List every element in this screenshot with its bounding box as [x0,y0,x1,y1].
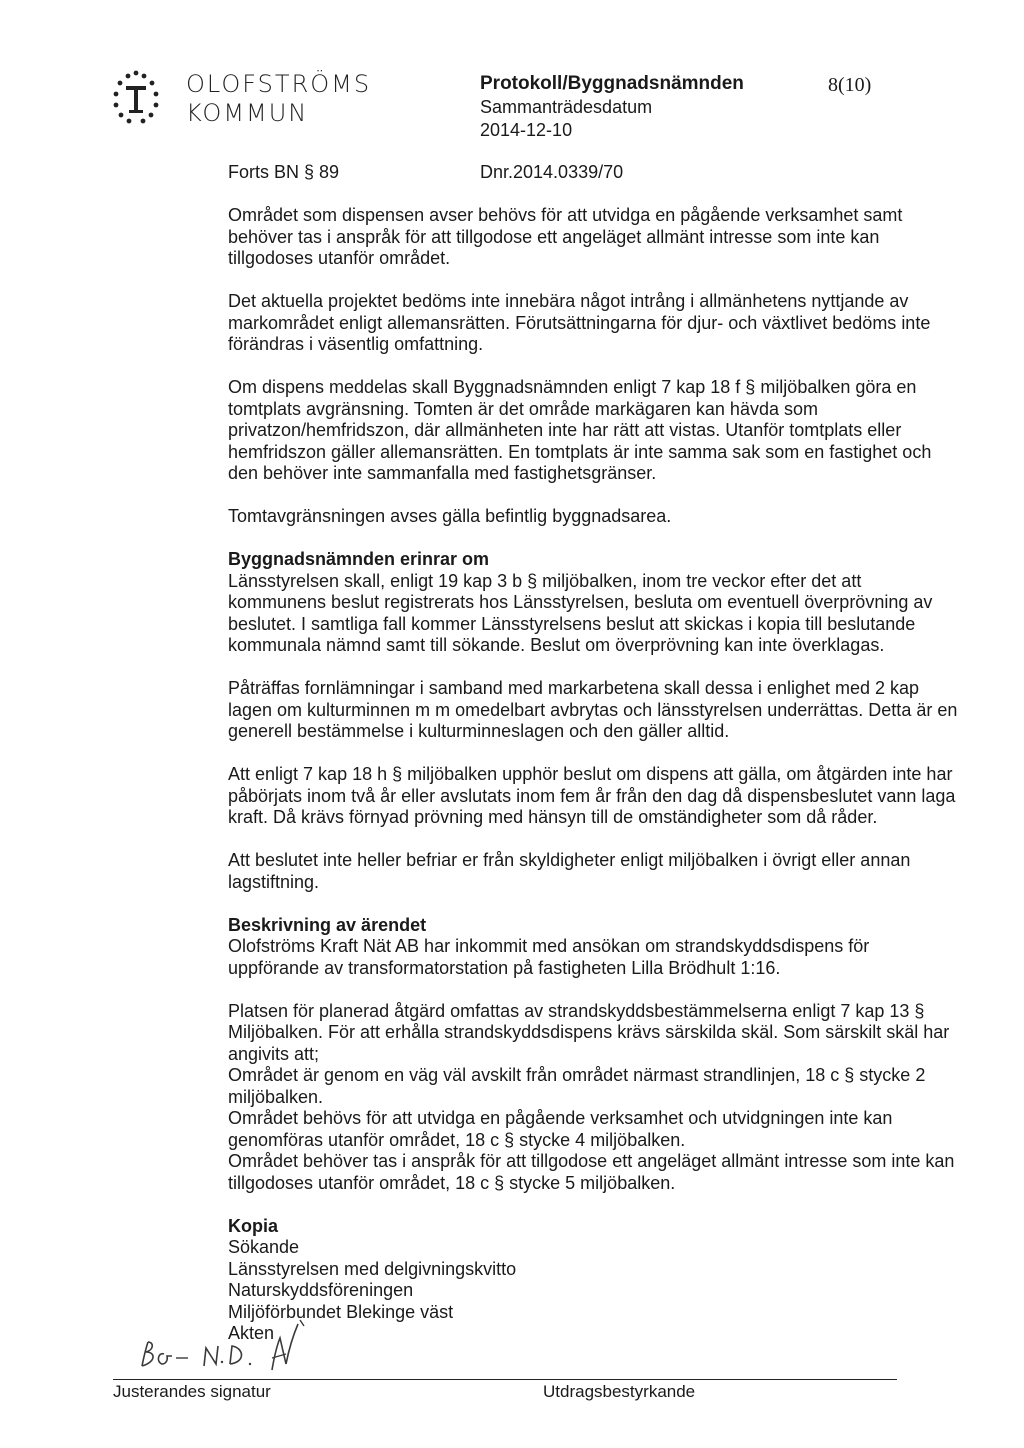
copy-recipient: Sökande [228,1237,300,1257]
meeting-date: 2014-12-10 [480,120,573,140]
logo-text-line2: KOMMUN [186,99,309,127]
document-title: Protokoll/Byggnadsnämnden [480,73,744,94]
paragraph: Området som dispensen avser behövs för att utvidga en pågående verksamhet samt behöver tas i anspråk för att tillgodose ett angeläget allmänt intresse som inte kan tillgodoses utanför området. [228,205,903,268]
copy-recipient-list [228,1237,958,1345]
logo-emblem-icon [108,68,178,138]
handwritten-signature [132,1318,332,1378]
paragraph: Olofströms Kraft Nät AB har inkommit med ansökan om strandskyddsdispens för uppförande av transformatorstation på fastigheten Lilla Brödhult 1:16. [228,936,870,978]
paragraph: Påträffas fornlämningar i samband med markarbetena skall dessa i enlighet med 2 kap lagen om kulturminnen m m omedelbart avbrytas och länsstyrelsen underrättas. Detta är en generell bestämmelse i kulturminneslagen och den gäller alltid. [228,678,958,741]
paragraph: Området är genom en väg väl avskilt från området närmast strandlinjen, 18 c § stycke 2 miljöbalken. [228,1065,926,1107]
paragraph: Området behöver tas i anspråk för att tillgodose ett angeläget allmänt intresse som inte kan tillgodoses utanför området, 18 c § stycke 5 miljöbalken. [228,1151,955,1193]
paragraph: Att beslutet inte heller befriar er från skyldigheter enligt miljöbalken i övrigt eller annan lagstiftning. [228,850,911,892]
paragraph: Länsstyrelsen skall, enligt 19 kap 3 b § miljöbalken, inom tre veckor efter det att kommunens beslut registrerats hos Länsstyrelsen, besluta om eventuell överprövning av beslutet. I samtliga fall kommer Länsstyrelsens beslut att skickas i kopia till beslutande kommunala nämnd samt till sökande. Beslut om överprövning kan inte överklagas. [228,570,933,655]
document-body [228,205,958,1345]
meeting-date-label: Sammanträdesdatum [480,97,653,117]
paragraph: Att enligt 7 kap 18 h § miljöbalken upphör beslut om dispens att gälla, om åtgärden inte har påbörjats inom två år eller avslutats inom fem år från den dag då dispensbeslutet vann laga kraft. Då krävs förnyad prövning med hänsyn till de omständigheter som då råder. [228,764,956,827]
paragraph: Om dispens meddelas skall Byggnadsnämnden enligt 7 kap 18 f § miljöbalken göra en tomtplats avgränsning. Tomten är det område markägaren kan hävda som privatzon/hemfridszon, där allmänheten inte har rätt att vistas. Utanför tomtplats eller hemfridszon gäller allemansrätten. En tomtplats är inte samma sak som en fastighet och den behöver inte sammanfalla med fastighetsgränser. [228,377,932,483]
copy-recipient: Akten [228,1323,275,1343]
paragraph: Tomtavgränsningen avses gälla befintlig byggnadsarea. [228,506,672,526]
copy-recipient: Naturskyddsföreningen [228,1280,414,1300]
paragraph: Området behövs för att utvidga en pågående verksamhet och utvidgningen inte kan genomföras utanför området, 18 c § stycke 4 miljöbalken. [228,1108,893,1150]
certification-label: Utdragsbestyrkande [543,1382,696,1401]
case-number: Dnr.2014.0339/70 [480,162,624,182]
section-reference: Forts BN § 89 [228,162,340,182]
paragraph: Platsen för planerad åtgärd omfattas av strandskyddsbestämmelserna enligt 7 kap 13 § Miljöbalken. För att erhålla strandskyddsdispens krävs särskilda skäl. Som särskilt skäl har angivits att; [228,1000,950,1064]
copy-recipient: Länsstyrelsen med delgivningskvitto [228,1258,517,1279]
paragraph: Det aktuella projektet bedöms inte innebära något intrång i allmänhetens nyttjande av markområdet enligt allemansrätten. Förutsättningarna för djur- och växtlivet bedöms inte förändras i väsentlig omfattning. [228,291,931,354]
page-number: 8(10) [828,74,872,96]
municipality-logo [108,68,408,138]
logo-text-line1: OLOFSTRÖMS [186,70,372,98]
section-heading: Byggnadsnämnden erinrar om [228,549,490,569]
copy-heading: Kopia [228,1215,279,1236]
copy-recipient: Miljöförbundet Blekinge väst [228,1301,454,1322]
section-heading: Beskrivning av ärendet [228,914,427,935]
signature-line [113,1379,897,1380]
signature-label: Justerandes signatur [113,1382,271,1401]
